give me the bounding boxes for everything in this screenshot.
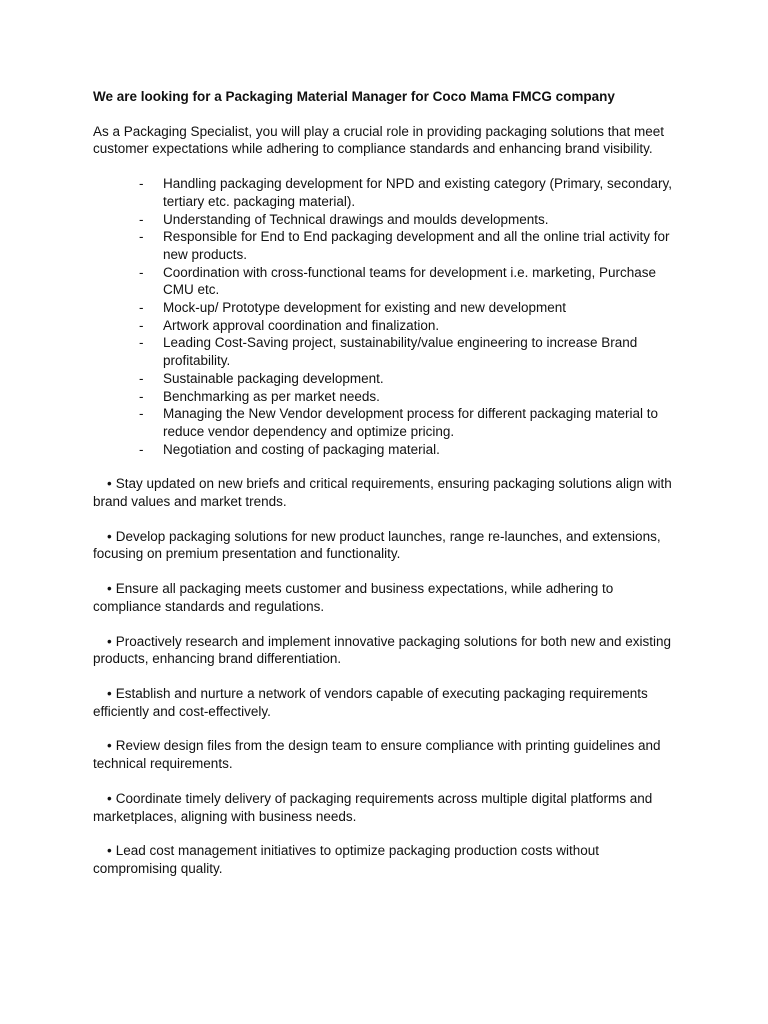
dash-marker: - bbox=[139, 388, 144, 404]
bullet-paragraph bbox=[93, 633, 683, 668]
list-item bbox=[93, 175, 683, 210]
list-item-text: Responsible for End to End packaging development and all the online trial activity for new products. bbox=[163, 229, 670, 262]
dash-marker: - bbox=[139, 211, 144, 227]
list-item bbox=[93, 228, 683, 263]
list-item-text: Benchmarking as per market needs. bbox=[163, 388, 380, 404]
list-item bbox=[93, 441, 683, 459]
dash-marker: - bbox=[139, 317, 144, 333]
dash-marker: - bbox=[139, 370, 144, 386]
bullet-marker: • bbox=[107, 528, 112, 544]
intro-paragraph: As a Packaging Specialist, you will play a crucial role in providing packaging solutions that meet customer expectations while adhering to compliance standards and enhancing brand visibility. bbox=[93, 123, 665, 157]
bullet-marker: • bbox=[107, 581, 112, 597]
list-item bbox=[93, 334, 683, 369]
bullet-marker: • bbox=[107, 685, 112, 701]
bullet-paragraphs bbox=[93, 475, 683, 877]
bullet-text: Stay updated on new briefs and critical requirements, ensuring packaging solutions align with brand values and market trends. bbox=[93, 476, 672, 510]
list-item-text: Artwork approval coordination and finalization. bbox=[163, 317, 440, 333]
bullet-paragraph bbox=[93, 737, 683, 772]
bullet-text: Establish and nurture a network of vendors capable of executing packaging requirements efficiently and cost-effectively. bbox=[93, 685, 648, 719]
bullet-paragraph bbox=[93, 790, 683, 825]
bullet-marker: • bbox=[107, 738, 112, 754]
list-item-text: Negotiation and costing of packaging material. bbox=[163, 441, 440, 457]
bullet-text: Proactively research and implement innovative packaging solutions for both new and existing products, enhancing brand differentiation. bbox=[93, 633, 672, 667]
list-item bbox=[93, 370, 683, 388]
list-item-text: Sustainable packaging development. bbox=[163, 370, 384, 386]
bullet-text: Develop packaging solutions for new product launches, range re-launches, and extensions, focusing on premium presentation and functionality. bbox=[93, 528, 661, 562]
list-item-text: Managing the New Vendor development process for different packaging material to reduce vendor dependency and optimize pricing. bbox=[163, 406, 659, 439]
dash-marker: - bbox=[139, 300, 144, 316]
bullet-paragraph bbox=[93, 528, 683, 563]
list-item-text: Handling packaging development for NPD and existing category (Primary, secondary, tertiary etc. packaging material). bbox=[163, 176, 673, 209]
list-item bbox=[93, 317, 683, 335]
bullet-text: Lead cost management initiatives to optimize packaging production costs without compromising quality. bbox=[93, 843, 600, 876]
bullet-text: Review design files from the design team to ensure compliance with printing guidelines and technical requirements. bbox=[93, 738, 661, 772]
bullet-marker: • bbox=[107, 476, 112, 492]
dash-marker: - bbox=[139, 335, 144, 351]
list-item bbox=[93, 405, 683, 440]
list-item bbox=[93, 299, 683, 317]
list-item bbox=[93, 211, 683, 229]
bullet-paragraph bbox=[93, 685, 683, 720]
dash-marker: - bbox=[139, 264, 144, 280]
bullet-paragraph bbox=[93, 475, 683, 510]
job-title: We are looking for a Packaging Material Manager for Coco Mama FMCG company bbox=[93, 89, 615, 104]
dash-marker: - bbox=[139, 441, 144, 457]
bullet-text: Coordinate timely delivery of packaging requirements across multiple digital platforms and marketplaces, aligning with business needs. bbox=[93, 790, 653, 824]
bullet-paragraph bbox=[93, 580, 683, 615]
bullet-marker: • bbox=[107, 633, 112, 649]
bullet-marker: • bbox=[107, 790, 112, 806]
list-item-text: Coordination with cross-functional teams for development i.e. marketing, Purchase CMU etc. bbox=[163, 264, 656, 298]
bullet-text: Ensure all packaging meets customer and business expectations, while adhering to compliance standards and regulations. bbox=[93, 581, 614, 614]
document-body bbox=[93, 88, 683, 895]
list-item bbox=[93, 388, 683, 406]
bullet-paragraph bbox=[93, 842, 683, 877]
list-item-text: Mock-up/ Prototype development for existing and new development bbox=[163, 300, 566, 316]
dash-marker: - bbox=[139, 229, 144, 245]
bullet-marker: • bbox=[107, 843, 112, 859]
dash-marker: - bbox=[139, 176, 144, 192]
list-item bbox=[93, 264, 683, 299]
list-item-text: Leading Cost-Saving project, sustainability/value engineering to increase Brand profitability. bbox=[163, 335, 638, 369]
responsibilities-list bbox=[93, 175, 683, 458]
dash-marker: - bbox=[139, 406, 144, 422]
list-item-text: Understanding of Technical drawings and moulds developments. bbox=[163, 211, 549, 227]
